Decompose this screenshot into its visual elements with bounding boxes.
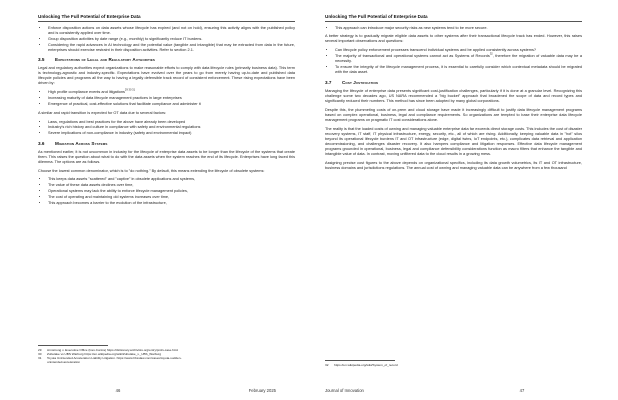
bullet-list xyxy=(38,177,295,206)
footnote-divider xyxy=(38,345,108,346)
list-item: • Operational systems may lack the ability to enforce lifecycle management policies, xyxy=(48,189,295,194)
list-item: • To ensure the integrity of the lifecycle management process, it is essential to carefully consider which contextual metadata should be migrated with the data asset. xyxy=(335,65,582,75)
footnote-text[interactable]: Armstrong v. Executive Office (Iran-Contra) https://dictionary.archivists.org/entry/profs-case.html xyxy=(47,347,179,352)
list-item: • Group disposition activities by date range (e.g., monthly) to significantly reduce IT burdens. xyxy=(48,37,295,42)
paragraph: Managing the lifecycle of enterprise data presents significant cost-justification challenges, particularly if it is done at a granular level. Recognizing this challenge some two decades ago, US NARA recommended a "big bucket" approach that broadened the scope of data and record types and significantly reduced their numbers. This method has since been adopted by many global corporations. xyxy=(325,88,582,103)
footnote xyxy=(325,363,582,367)
list-item-text-tail: , therefore the migration of valuable data may be a necessity. xyxy=(335,54,582,64)
footnote-number: 29 xyxy=(38,347,42,352)
section-number: 3.6 xyxy=(38,140,45,146)
footnote-ref: 29 30 31 xyxy=(124,88,136,92)
section-title: Expectations of Legal and Regulatory Authorities xyxy=(55,56,156,62)
list-item-text: High profile compliance events and litigations xyxy=(48,90,125,95)
list-item: • Can lifecycle policy enforcement processes transcend individual systems and be applied consistently across systems? xyxy=(335,48,582,53)
paragraph: Despite this, the plummeting costs of on-prem and cloud storage have made it increasingly difficult to justify data lifecycle management programs based on complex operational, business, legal and compliance requirements. So organizations are tempted to base their enterprise data lifecycle management programs on pragmatic IT cost considerations alone. xyxy=(325,107,582,122)
list-item: • Enforce disposition actions on data assets whose lifecycle has expired (and not on hold), ensuring this activity aligns with the published policy and is consistently applied over time. xyxy=(48,26,295,36)
list-item: • This keeps data assets "scattered" and "captive" in obsolete applications and systems, xyxy=(48,177,295,182)
footnote-ref: 32 xyxy=(489,52,493,56)
paragraph: Assigning precise cost figures to the above depends on organizational specifics, including its data growth volumetrics, its IT and OT infrastructure, business domains and jurisdictions regulations. The annual cost of owning and managing valuable data can be anywhere from a few thousand xyxy=(325,161,582,171)
bullet-list xyxy=(38,26,295,53)
section-heading xyxy=(325,80,582,86)
list-item: • The cost of operating and maintaining old systems increases over time, xyxy=(48,195,295,200)
paragraph: Choose the lowest common denominator, which is to "do nothing." By default, this means extending the lifecycle of obsolete systems: xyxy=(38,168,265,173)
bullet-list xyxy=(325,48,582,75)
section-number: 3.7 xyxy=(325,79,332,85)
page-number: 47 xyxy=(519,388,525,393)
paragraph: A similar and rapid transition is expected for OT data due to several factors: xyxy=(38,110,167,115)
page-number: 46 xyxy=(115,388,121,393)
footnote-number: 30 xyxy=(38,351,42,356)
list-item: • Emergence of practical, cost-effective solutions that facilitate compliance and administer it xyxy=(48,102,295,107)
page-footer xyxy=(309,388,618,394)
section-number: 3.5 xyxy=(38,56,45,62)
list-item: • This approach can introduce major security risks as new systems tend to be more secure. xyxy=(335,26,582,31)
section-title: Cost Justification xyxy=(342,79,378,85)
running-head: Unlocking The Full Potential of Enterprise Data xyxy=(38,14,295,22)
list-item xyxy=(335,54,582,64)
page-footer xyxy=(0,388,309,394)
journal-name: Journal of Innovation xyxy=(325,388,364,393)
footnotes xyxy=(325,360,582,367)
footnote-number: 32 xyxy=(325,362,329,367)
footnote-text[interactable]: Zubulake vs UBS Warburg https://en.wikipedia.org/wiki/Zubulake_v._UBS_Warburg xyxy=(47,351,162,356)
list-item: • The value of these data assets declines over time, xyxy=(48,183,295,188)
list-item: • Laws, regulations and best practices for the above have already been developed xyxy=(48,120,295,125)
paragraph: The reality is that the loaded costs of owning and managing valuable enterprise data far exceeds direct storage costs. This includes the cost of disaster recovery systems, IT staff, IT physical infrastructure, energy, security, etc., all of which are rising. Additionally, keeping valuable data in "hot" silos beyond its operational lifecycle burdens IT and OT infrastructure (edge, digital twins, IoT endpoints, etc.), complicates data retrieval and application decommissioning, and challenges disaster recovery. It also hampers compliance and litigation responses. Effective data lifecycle management programs grounded in operational, business, legal and compliance defensibility considerations function as macro filters that enhance the tangible and intangible value of data. In contrast, moving unfiltered data to the cloud results in a growing mess. xyxy=(325,126,582,157)
footnotes xyxy=(38,345,295,364)
right-page xyxy=(309,0,618,400)
paragraph: A better strategy is to gradually migrate eligible data assets to other systems after their transactional lifecycle track has ended. However, this raises several important observations and questions: xyxy=(325,34,582,44)
bullet-list xyxy=(38,120,295,137)
footnote-divider xyxy=(325,360,395,361)
footnote-text[interactable]: Toyota Unintended Acceleration Liability Litigation. https://www.hbsslaw.com/cases/toyota-sudden- xyxy=(47,355,182,360)
paragraph: As mentioned earlier, it is not uncommon in industry for the lifecycle of enterprise data assets to be longer than the lifecycle of the systems that create them. This raises the question about what to do with the data assets when the system reaches the end of its lifecycle. Enterprises have long faced this dilemma. The options are as follows. xyxy=(38,149,295,164)
footnote-text[interactable]: https://en.wikipedia.org/wiki/System_of_record xyxy=(334,362,398,367)
list-item: • Industry's rich history and culture in compliance with safety and environmental regulations xyxy=(48,125,295,130)
list-item: • Considering the rapid advances in AI technology and the potential value (tangible and intangible) that may be extracted from data in the future, enterprises should exercise restraint in their disposition activities. Refer to section 2.1. xyxy=(48,43,295,53)
list-item-text: The majority of transactional and operational systems cannot act as Systems of Records xyxy=(335,54,490,59)
publication-date: February 2025 xyxy=(248,388,276,393)
list-item: • Severe implications of non-compliance in industry (safety and environmental impact) xyxy=(48,131,295,136)
section-heading xyxy=(38,57,295,63)
section-title: Migration Across Systems xyxy=(55,140,108,146)
section-heading xyxy=(38,141,295,147)
footnote-number: 31 xyxy=(38,355,42,360)
running-head: Unlocking The Full Potential of Enterprise Data xyxy=(325,14,582,22)
list-item xyxy=(48,90,295,95)
paragraph: Legal and regulatory authorities expect organizations to make reasonable efforts to comply with data lifecycle rules (primarily business data). This term is technology-agnostic and industry-specific. Expectations have evolved over the years to go from merely having up-to-date and published data lifecycle policies and programs all the way to having a legally defensible track record of consistent enforcement. These rising expectations have been driven by: xyxy=(38,65,295,86)
footnote-continuation[interactable]: unintended-acceleration xyxy=(47,359,81,364)
list-item: • This approach becomes a barrier to the evolution of the infrastructure, xyxy=(48,201,295,206)
bullet-list xyxy=(325,26,582,31)
list-item: • Increasing maturity of data lifecycle management practices in large enterprises xyxy=(48,96,295,101)
bullet-list xyxy=(38,90,295,107)
